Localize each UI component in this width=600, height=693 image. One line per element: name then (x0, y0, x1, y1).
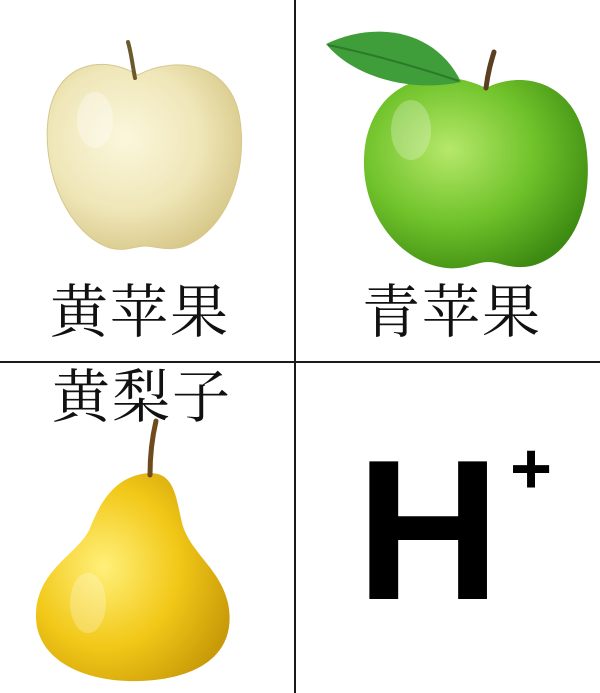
horizontal-divider (0, 361, 600, 363)
leaf-shape (326, 32, 461, 86)
green-apple-image (296, 0, 600, 280)
symbol-letter: H (356, 419, 501, 642)
panel-hydrogen-ion (296, 363, 600, 693)
panel-yellow-pear (0, 363, 294, 693)
symbol-superscript: + (510, 429, 553, 509)
label-yellow-pear: 黄梨子 (52, 363, 233, 431)
label-yellow-apple: 黄苹果 (50, 278, 231, 346)
vertical-divider (294, 0, 296, 693)
yellow-apple-image (0, 0, 294, 280)
label-green-apple: 青苹果 (362, 278, 543, 346)
yellow-pear-image (0, 363, 294, 693)
panel-green-apple (296, 0, 600, 361)
panel-yellow-apple (0, 0, 294, 361)
